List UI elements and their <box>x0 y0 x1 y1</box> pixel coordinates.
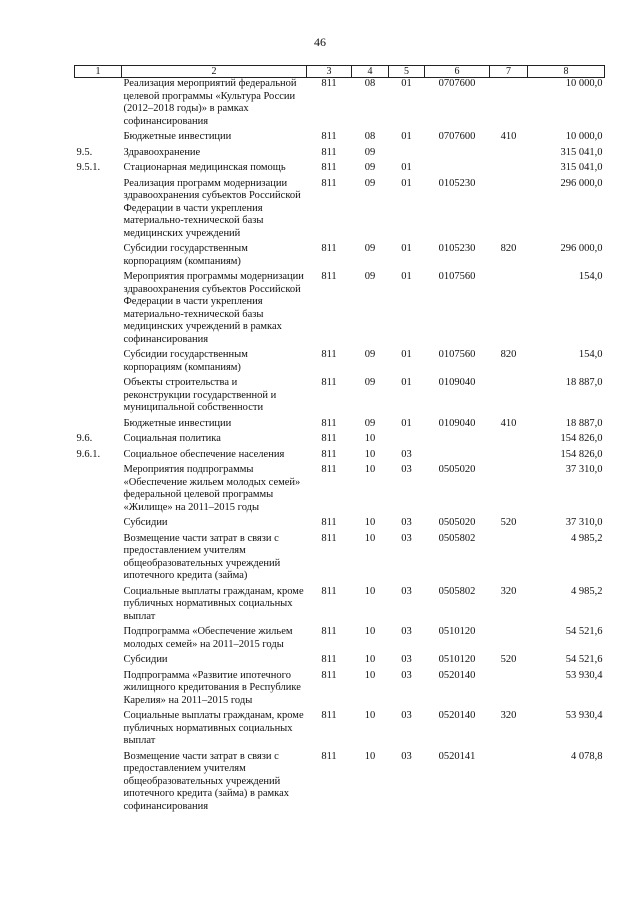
ministry-code: 811 <box>321 131 337 142</box>
item-name: Возмещение части затрат в связи с предоставлением учителям общеобразовательных учреждений ипотечного кредита (займа) в рамках софинансирования <box>123 750 290 812</box>
item-name: Здравоохранение <box>123 146 201 158</box>
target-article-code: 0105230 <box>438 243 476 254</box>
amount: 18 887,0 <box>565 377 603 388</box>
amount: 154,0 <box>578 349 603 360</box>
header-cell: 3 <box>307 66 352 78</box>
section-code: 09 <box>364 146 376 158</box>
section-code: 10 <box>364 750 376 762</box>
subsection-code: 03 <box>401 626 412 637</box>
section-number: 9.5.1. <box>76 162 101 173</box>
subsection-code: 01 <box>401 162 412 173</box>
header-cell: 4 <box>352 66 389 78</box>
section-number: 9.6. <box>76 433 93 444</box>
section-number <box>75 78 122 132</box>
item-name: Субсидии государственным корпорациям (компаниям) <box>123 349 248 373</box>
expense-type-code: 520 <box>500 517 517 528</box>
section-code: 09 <box>364 377 376 388</box>
amount: 4 078,8 <box>571 750 603 762</box>
section-number <box>75 243 122 271</box>
target-article-code: 0520140 <box>438 669 476 681</box>
target-article-code: 0510120 <box>438 654 476 665</box>
item-name: Мероприятия программы модернизации здравоохранения субъектов Российской Федерации в части укрепления материально-технической базы медицинских учреждений в рамках софинансирования <box>123 271 304 345</box>
section-code: 08 <box>364 78 376 89</box>
section-number <box>75 654 122 670</box>
ministry-code: 811 <box>321 585 337 597</box>
ministry-code: 811 <box>321 433 337 444</box>
target-article-code: 0109040 <box>438 377 476 388</box>
ministry-code: 811 <box>321 669 337 681</box>
table-row <box>75 433 605 449</box>
section-number <box>75 710 122 751</box>
expense-type-code <box>490 377 528 418</box>
section-code: 10 <box>364 710 376 721</box>
amount: 10 000,0 <box>565 131 603 142</box>
item-name: Субсидии государственным корпорациям (компаниям) <box>123 243 248 267</box>
ministry-code: 811 <box>321 626 337 637</box>
amount: 154 826,0 <box>560 433 603 444</box>
amount: 154 826,0 <box>560 448 603 460</box>
amount: 53 930,4 <box>565 669 603 681</box>
amount: 296 000,0 <box>560 243 603 254</box>
expense-type-code <box>490 751 528 817</box>
expense-type-code: 320 <box>500 585 517 597</box>
amount: 54 521,6 <box>565 654 603 665</box>
ministry-code: 811 <box>321 146 337 158</box>
item-name: Возмещение части затрат в связи с предоставлением учителям общеобразовательных учреждений ипотечного кредита (займа) <box>123 532 281 581</box>
table-row <box>75 464 605 517</box>
section-code: 08 <box>364 131 376 142</box>
target-article-code: 0510120 <box>438 626 476 637</box>
table-row <box>75 147 605 163</box>
target-article-code: 0707600 <box>438 78 476 89</box>
subsection-code: 03 <box>401 750 412 762</box>
item-name: Подпрограмма «Развитие ипотечного жилищного кредитования в Республике Карелия» на 2011–2015 годы <box>123 669 301 706</box>
item-name: Мероприятия подпрограммы «Обеспечение жильем молодых семей» федеральной целевой программы «Жилище» на 2011–2015 годы <box>123 464 301 513</box>
section-number <box>75 670 122 711</box>
section-code: 10 <box>364 669 376 681</box>
target-article-code: 0520141 <box>438 750 476 762</box>
subsection-code: 01 <box>401 417 412 429</box>
table-row <box>75 710 605 751</box>
expense-type-code: 320 <box>500 710 517 721</box>
target-article-code: 0707600 <box>438 131 476 142</box>
expense-type-code <box>490 178 528 244</box>
target-article-code: 0109040 <box>438 417 476 429</box>
item-name: Бюджетные инвестиции <box>123 417 232 429</box>
subsection-code: 01 <box>401 243 412 254</box>
expense-type-code <box>490 626 528 654</box>
subsection-code: 03 <box>401 669 412 681</box>
target-article-code <box>425 449 490 465</box>
table-body <box>75 78 605 817</box>
subsection-code: 01 <box>401 271 412 282</box>
expense-type-code: 410 <box>500 417 517 429</box>
section-number: 9.5. <box>76 146 93 158</box>
section-number <box>75 418 122 434</box>
target-article-code <box>425 433 490 449</box>
item-name: Социальные выплаты гражданам, кроме публичных нормативных социальных выплат <box>123 710 304 746</box>
item-name: Объекты строительства и реконструкции государственной и муниципальной собственности <box>123 377 277 413</box>
header-cell: 8 <box>528 66 605 78</box>
ministry-code: 811 <box>321 532 337 544</box>
table-row <box>75 162 605 178</box>
section-number: 9.6.1. <box>76 448 101 460</box>
ministry-code: 811 <box>321 448 337 460</box>
table-row <box>75 670 605 711</box>
amount: 154,0 <box>578 271 603 282</box>
table-row <box>75 449 605 465</box>
ministry-code: 811 <box>321 710 337 721</box>
target-article-code: 0105230 <box>438 177 476 189</box>
table-row <box>75 349 605 377</box>
ministry-code: 811 <box>321 243 337 254</box>
expense-type-code <box>490 78 528 132</box>
expense-type-code <box>490 433 528 449</box>
table-row <box>75 131 605 147</box>
target-article-code: 0520140 <box>438 710 476 721</box>
header-cell: 6 <box>425 66 490 78</box>
section-code: 10 <box>364 585 376 597</box>
subsection-code: 03 <box>401 585 412 597</box>
ministry-code: 811 <box>321 517 337 528</box>
table-row <box>75 586 605 627</box>
expense-type-code: 820 <box>500 243 517 254</box>
section-code: 10 <box>364 433 376 444</box>
section-number <box>75 131 122 147</box>
table-row <box>75 178 605 244</box>
header-row <box>75 66 605 78</box>
table-row <box>75 418 605 434</box>
table-row <box>75 243 605 271</box>
subsection-code: 01 <box>401 177 412 189</box>
expense-type-code: 820 <box>500 349 517 360</box>
section-code: 09 <box>364 162 376 173</box>
expense-type-code <box>490 271 528 349</box>
target-article-code: 0107560 <box>438 349 476 360</box>
page-number: 46 <box>314 35 326 49</box>
table-row <box>75 751 605 817</box>
item-name: Социальная политика <box>123 433 221 444</box>
amount: 37 310,0 <box>565 517 603 528</box>
section-code: 09 <box>364 177 376 189</box>
ministry-code: 811 <box>321 78 337 89</box>
amount: 10 000,0 <box>565 78 603 89</box>
item-name: Бюджетные инвестиции <box>123 131 232 142</box>
ministry-code: 811 <box>321 654 337 665</box>
section-code: 10 <box>364 464 376 475</box>
subsection-code: 03 <box>401 464 412 475</box>
section-number <box>75 178 122 244</box>
section-number <box>75 626 122 654</box>
item-name: Социальные выплаты гражданам, кроме публичных нормативных социальных выплат <box>123 585 304 622</box>
table-row <box>75 626 605 654</box>
item-name: Субсидии <box>123 517 168 528</box>
expense-type-code <box>490 147 528 163</box>
amount: 53 930,4 <box>565 710 603 721</box>
expense-type-code <box>490 449 528 465</box>
amount: 18 887,0 <box>565 417 603 429</box>
section-code: 10 <box>364 517 376 528</box>
table-row <box>75 654 605 670</box>
table-row <box>75 271 605 349</box>
section-code: 09 <box>364 271 376 282</box>
expense-type-code <box>490 162 528 178</box>
ministry-code: 811 <box>321 417 337 429</box>
item-name: Субсидии <box>123 654 168 665</box>
amount: 4 985,2 <box>571 532 603 544</box>
amount: 296 000,0 <box>560 177 603 189</box>
section-number <box>75 533 122 586</box>
section-code: 09 <box>364 243 376 254</box>
target-article-code: 0505020 <box>438 517 476 528</box>
section-number <box>75 517 122 533</box>
subsection-code: 01 <box>401 78 412 89</box>
ministry-code: 811 <box>321 464 337 475</box>
target-article-code: 0505802 <box>438 532 476 544</box>
ministry-code: 811 <box>321 177 337 189</box>
item-name: Реализация программ модернизации здравоохранения субъектов Российской Федерации в части укрепления материально-технической базы медицинских учреждений <box>123 177 301 239</box>
budget-table <box>74 65 605 816</box>
section-code: 10 <box>364 532 376 544</box>
section-number <box>75 464 122 517</box>
ministry-code: 811 <box>321 377 337 388</box>
ministry-code: 811 <box>321 750 337 762</box>
section-code: 09 <box>364 417 376 429</box>
header-cell: 5 <box>389 66 425 78</box>
subsection-code <box>389 433 425 449</box>
section-code: 10 <box>364 448 376 460</box>
subsection-code: 01 <box>401 377 412 388</box>
header-cell: 1 <box>75 66 122 78</box>
section-number <box>75 751 122 817</box>
subsection-code: 01 <box>401 349 412 360</box>
section-number <box>75 586 122 627</box>
table-row <box>75 78 605 132</box>
ministry-code: 811 <box>321 271 337 282</box>
header-cell: 2 <box>122 66 307 78</box>
section-code: 10 <box>364 626 376 637</box>
table-row <box>75 377 605 418</box>
target-article-code: 0505802 <box>438 585 476 597</box>
table-row <box>75 517 605 533</box>
amount: 37 310,0 <box>565 464 603 475</box>
subsection-code: 01 <box>401 131 412 142</box>
subsection-code: 03 <box>401 532 412 544</box>
expense-type-code <box>490 464 528 517</box>
subsection-code: 03 <box>401 517 412 528</box>
section-number <box>75 271 122 349</box>
table-row <box>75 533 605 586</box>
target-article-code: 0505020 <box>438 464 476 475</box>
item-name: Социальное обеспечение населения <box>123 448 285 460</box>
amount: 54 521,6 <box>565 626 603 637</box>
ministry-code: 811 <box>321 162 337 173</box>
expense-type-code <box>490 533 528 586</box>
target-article-code <box>425 147 490 163</box>
subsection-code <box>389 147 425 163</box>
item-name: Подпрограмма «Обеспечение жильем молодых семей» на 2011–2015 годы <box>123 626 293 650</box>
ministry-code: 811 <box>321 349 337 360</box>
header-cell: 7 <box>490 66 528 78</box>
expense-type-code: 520 <box>500 654 517 665</box>
target-article-code: 0107560 <box>438 271 476 282</box>
expense-type-code <box>490 670 528 711</box>
section-code: 09 <box>364 349 376 360</box>
target-article-code <box>425 162 490 178</box>
item-name: Стационарная медицинская помощь <box>123 162 286 173</box>
amount: 315 041,0 <box>560 162 603 173</box>
amount: 315 041,0 <box>560 146 603 158</box>
expense-type-code: 410 <box>500 131 517 142</box>
section-number <box>75 377 122 418</box>
item-name: Реализация мероприятий федеральной целевой программы «Культура России (2012–2018 годы)» в рамках софинансирования <box>123 78 297 127</box>
amount: 4 985,2 <box>571 585 603 597</box>
subsection-code: 03 <box>401 448 412 460</box>
subsection-code: 03 <box>401 654 412 665</box>
subsection-code: 03 <box>401 710 412 721</box>
section-code: 10 <box>364 654 376 665</box>
section-number <box>75 349 122 377</box>
